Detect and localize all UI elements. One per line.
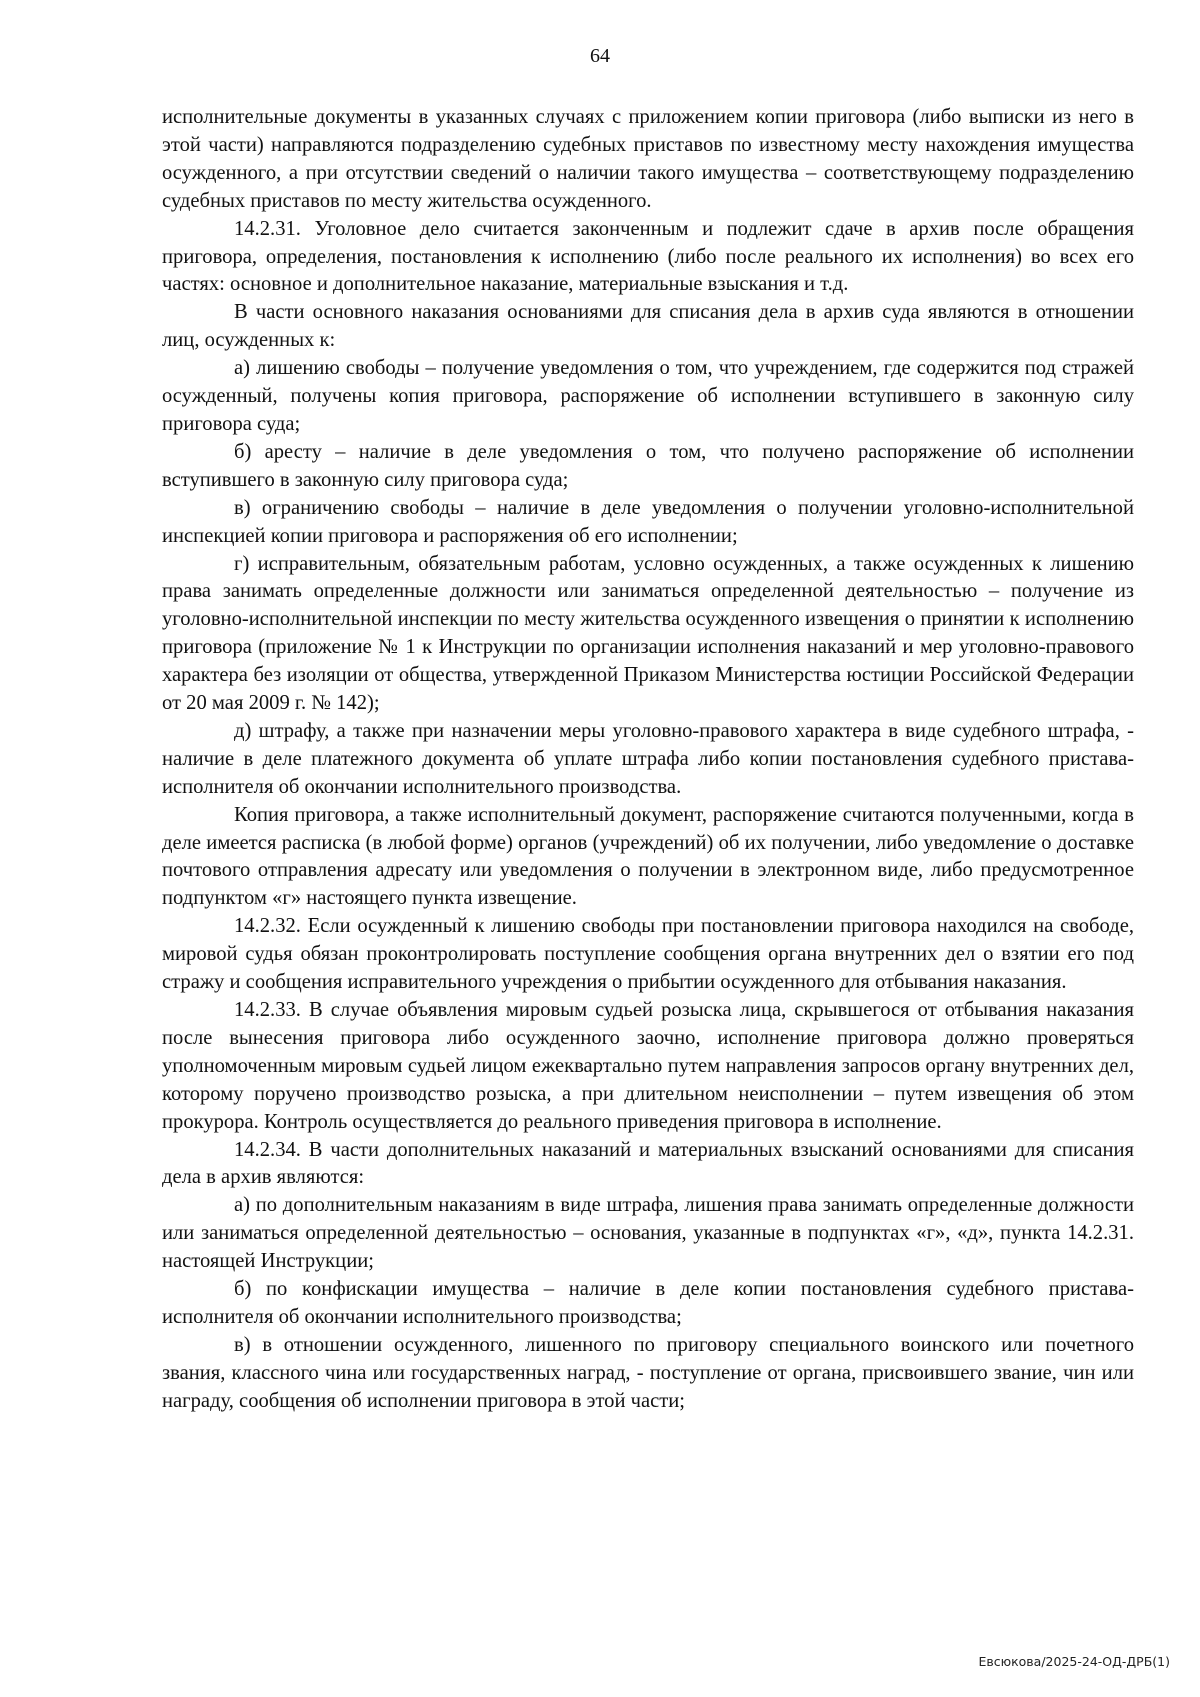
paragraph: Копия приговора, а также исполнительный документ, распоряжение считаются полученными, когда в деле имеется расписка (в любой форме) органов (учреждений) об их получении, либо уведомление о доставке почтового отправления адресату или уведомления о получении в электронном виде, либо предусмотренное подпунктом «г» настоящего пункта извещение. [162, 803, 1134, 910]
paragraph: 14.2.33. В случае объявления мировым судьей розыска лица, скрывшегося от отбывания наказания после вынесения приговора либо осужденного заочно, исполнение приговора должно проверяться уполномоченным мировым судьей лицом ежеквартально путем направления запросов органу внутренних дел, которому поручено производство розыска, а при длительном неисполнении – путем извещения об этом прокурора. Контроль осуществляется до реального приведения приговора в исполнение. [162, 999, 1134, 1133]
paragraph: г) исправительным, обязательным работам, условно осужденных, а также осужденных к лишению права занимать определенные должности или заниматься определенной деятельностью – получение из уголовно-исполнительной инспекции по месту жительства осужденного извещения о принятии к исполнению приговора (приложение № 1 к Инструкции по организации исполнения наказаний и мер уголовно-правового характера без изоляции от общества, утвержденной Приказом Министерства юстиции Российской Федерации от 20 мая 2009 г. № 142); [162, 552, 1134, 715]
document-body [162, 104, 1134, 1416]
page-number: 64 [590, 45, 610, 67]
paragraph: 14.2.31. Уголовное дело считается законченным и подлежит сдаче в архив после обращения приговора, определения, постановления к исполнению (либо после реального их исполнения) во всех его частях: основное и дополнительное наказание, материальные взыскания и т.д. [162, 217, 1134, 296]
paragraph: 14.2.32. Если осужденный к лишению свободы при постановлении приговора находился на свободе, мировой судья обязан проконтролировать поступление сообщения органа внутренних дел о взятии его под стражу и сообщения исправительного учреждения о прибытии осужденного для отбывания наказания. [162, 915, 1134, 994]
paragraph: а) лишению свободы – получение уведомления о том, что учреждением, где содержится под стражей осужденный, получены копия приговора, распоряжение об исполнении вступившего в законную силу приговора суда; [162, 357, 1134, 435]
paragraph: б) по конфискации имущества – наличие в деле копии постановления судебного пристава-исполнителя об окончании исполнительного производства; [162, 1278, 1134, 1328]
paragraph: д) штрафу, а также при назначении меры уголовно-правового характера в виде судебного штрафа, - наличие в деле платежного документа об уплате штрафа либо копии постановления судебного пристава-исполнителя об окончании исполнительного производства. [162, 719, 1134, 798]
paragraph: В части основного наказания основаниями для списания дела в архив суда являются в отношении лиц, осужденных к: [162, 301, 1134, 352]
document-footer-code: Евсюкова/2025-24-ОД-ДРБ(1) [978, 1654, 1170, 1669]
paragraph: а) по дополнительным наказаниям в виде штрафа, лишения права занимать определенные должности или заниматься определенной деятельностью – основания, указанные в подпунктах «г», «д», пункта 14.2.31. настоящей Инструкции; [162, 1194, 1134, 1273]
paragraph: 14.2.34. В части дополнительных наказаний и материальных взысканий основаниями для списания дела в архив являются: [162, 1138, 1134, 1189]
paragraph: б) аресту – наличие в деле уведомления о том, что получено распоряжение об исполнении вступившего в законную силу приговора суда; [162, 440, 1134, 491]
paragraph: в) ограничению свободы – наличие в деле уведомления о получении уголовно-исполнительной инспекцией копии приговора и распоряжения об его исполнении; [162, 496, 1134, 547]
paragraph: исполнительные документы в указанных случаях с приложением копии приговора (либо выписки из него в этой части) направляются подразделению судебных приставов по известному месту нахождения имущества осужденного, а при отсутствии сведений о наличии такого имущества – соответствующему подразделению судебных приставов по месту жительства осужденного. [162, 106, 1134, 212]
paragraph: в) в отношении осужденного, лишенного по приговору специального воинского или почетного звания, классного чина или государственных наград, - поступление от органа, присвоившего звание, чин или награду, сообщения об исполнении приговора в этой части; [162, 1333, 1134, 1412]
